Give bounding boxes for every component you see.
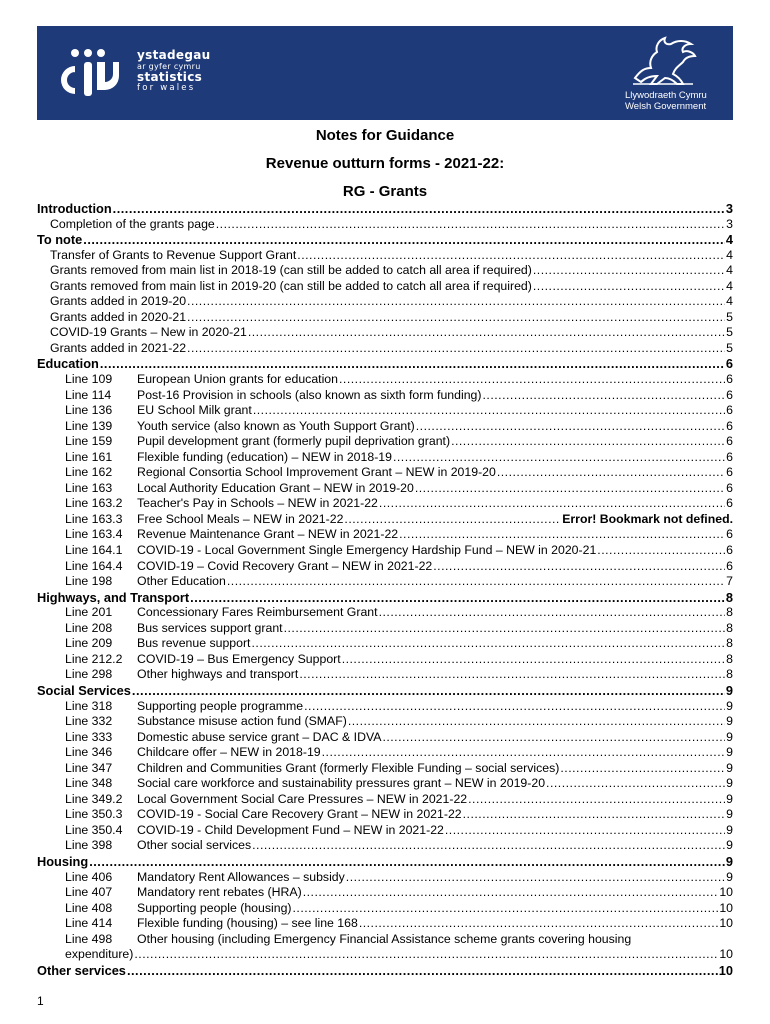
toc-page-number: 4 [726, 278, 733, 293]
toc-line-number: Line 163.4 [65, 527, 123, 542]
toc-line-number: Line 318 [65, 698, 113, 713]
toc-page-number: 4 [726, 294, 733, 309]
toc-leader-dots [297, 248, 725, 264]
toc-entry[interactable] [37, 543, 733, 559]
toc-entry[interactable] [37, 341, 733, 357]
toc-leader-dots [339, 372, 725, 388]
toc-entry-text: COVID-19 - Local Government Single Emergency Hardship Fund – NEW in 2020-21 [137, 543, 597, 558]
toc-leader-dots [100, 356, 725, 372]
toc-page-number: 6 [726, 434, 733, 449]
toc-entry-text: Local Authority Education Grant – NEW in 2019-20 [137, 480, 414, 495]
toc-entry[interactable] [37, 963, 733, 979]
toc-page-number: 10 [719, 900, 733, 915]
toc-leader-dots [304, 699, 725, 715]
toc-line-number: Line 350.3 [65, 807, 123, 822]
toc-entry-text: Regional Consortia School Improvement Grant – NEW in 2019-20 [137, 465, 496, 480]
toc-leader-dots [190, 590, 725, 606]
toc-entry-text: Flexible funding (education) – NEW in 2018-19 [137, 449, 392, 464]
toc-entry[interactable] [37, 885, 733, 901]
toc-entry-text: EU School Milk grant [137, 403, 252, 418]
toc-page-number: 9 [725, 853, 733, 869]
toc-entry[interactable] [37, 434, 733, 450]
toc-leader-dots [253, 403, 725, 419]
toc-entry[interactable] [37, 372, 733, 388]
toc-leader-dots [379, 496, 725, 512]
toc-page-number: 6 [726, 387, 733, 402]
toc-page-number: 9 [726, 838, 733, 853]
toc-entry-text: Flexible funding (housing) – see line 168 [137, 916, 358, 931]
toc-page-number: 9 [726, 760, 733, 775]
toc-entry[interactable] [37, 574, 733, 590]
toc-entry-text: Other housing (including Emergency Financial Assistance scheme grants covering housing [137, 931, 632, 946]
toc-page-number: 3 [725, 201, 733, 216]
toc-page-number: 8 [726, 651, 733, 666]
toc-entry[interactable] [37, 279, 733, 295]
toc-entry[interactable] [37, 403, 733, 419]
toc-line-number: Line 398 [65, 838, 113, 853]
toc-entry[interactable] [37, 699, 733, 715]
toc-page-number: 9 [726, 776, 733, 791]
toc-entry-text: Highways, and Transport [37, 589, 190, 605]
toc-line-number: Line 163.2 [65, 496, 123, 511]
toc-page-number: 9 [726, 869, 733, 884]
toc-page-number: 6 [726, 418, 733, 433]
toc-page-number: 9 [726, 698, 733, 713]
toc-entry-text: Children and Communities Grant (formerly Flexible Funding – social services) [137, 760, 560, 775]
toc-leader-dots [468, 792, 725, 808]
toc-entry[interactable] [37, 730, 733, 746]
toc-page-number: 9 [725, 682, 733, 698]
toc-leader-dots [284, 621, 726, 637]
toc-line-number: Line 347 [65, 760, 113, 775]
toc-leader-dots [463, 807, 726, 823]
toc-entry[interactable] [37, 823, 733, 839]
toc-line-number: Line 406 [65, 869, 113, 884]
toc-page-number: 7 [726, 574, 733, 589]
toc-line-number: Line 298 [65, 667, 113, 682]
toc-entry[interactable] [37, 838, 733, 854]
toc-entry-text: COVID-19 – Bus Emergency Support [137, 651, 341, 666]
toc-entry[interactable] [37, 901, 733, 917]
toc-leader-dots [533, 263, 725, 279]
toc-entry[interactable] [37, 325, 733, 341]
toc-entry-text: Youth service (also known as Youth Support Grant) [137, 418, 415, 433]
toc-leader-dots [293, 901, 719, 917]
toc-line-number: Line 350.4 [65, 822, 123, 837]
toc-line-number: Line 198 [65, 574, 113, 589]
toc-entry[interactable] [37, 870, 733, 886]
toc-leader-dots [251, 636, 725, 652]
toc-entry-text: Substance misuse action fund (SMAF) [137, 714, 347, 729]
toc-page-number: 5 [726, 309, 733, 324]
toc-entry-text: European Union grants for education [137, 372, 338, 387]
toc-entry[interactable] [37, 621, 733, 637]
toc-page-number: 9 [726, 822, 733, 837]
toc-entry[interactable] [37, 636, 733, 652]
toc-page-number: 9 [726, 807, 733, 822]
toc-line-number: Line 407 [65, 885, 113, 900]
toc-line-number: Line 498 [65, 931, 113, 946]
toc-entry-text: Pupil development grant (formerly pupil deprivation grant) [137, 434, 451, 449]
toc-leader-dots [344, 512, 561, 528]
toc-entry-text: Other highways and transport [137, 667, 299, 682]
toc-line-number: Line 163 [65, 480, 113, 495]
toc-page-number: 8 [725, 589, 733, 605]
toc-leader-dots [433, 559, 725, 575]
toc-leader-dots [89, 854, 725, 870]
toc-leader-dots [359, 916, 719, 932]
toc-line-number: Line 212.2 [65, 651, 123, 666]
toc-page-number: 4 [726, 263, 733, 278]
toc-entry[interactable] [37, 232, 733, 248]
doc-form-name: RG - Grants [342, 183, 428, 200]
toc-entry-text: Social care workforce and sustainability pressures grant – NEW in 2019-20 [137, 776, 546, 791]
toc-entry-text: Housing [37, 853, 89, 869]
toc-entry[interactable] [37, 792, 733, 808]
toc-page-number: 6 [725, 356, 733, 372]
toc-line-number: Line 159 [65, 434, 113, 449]
toc-leader-dots [533, 279, 725, 295]
toc-page-number: 8 [726, 605, 733, 620]
toc-page-number: 9 [726, 745, 733, 760]
toc-entry-text: Local Government Social Care Pressures – NEW in 2021-22 [137, 791, 468, 806]
toc-page-number: 10 [719, 885, 733, 900]
toc-page-number: 3 [726, 216, 733, 231]
toc-page-number: 6 [726, 543, 733, 558]
toc-page-number: 9 [726, 791, 733, 806]
toc-leader-dots [445, 823, 725, 839]
toc-leader-dots [393, 450, 725, 466]
toc-entry-text: Grants added in 2020-21 [50, 309, 187, 324]
toc-page-number: 6 [726, 372, 733, 387]
toc-leader-dots [482, 388, 725, 404]
toc-line-number: Line 201 [65, 605, 113, 620]
toc-entry[interactable] [37, 465, 733, 481]
toc-entry-text: COVID-19 – Covid Recovery Grant – NEW in 2021-22 [137, 558, 433, 573]
toc-entry-text: COVID-19 - Social Care Recovery Grant – NEW in 2021-22 [137, 807, 462, 822]
toc-line-number: Line 209 [65, 636, 113, 651]
toc-entry[interactable] [37, 310, 733, 326]
toc-entry[interactable] [37, 714, 733, 730]
toc-line-number: Line 333 [65, 729, 113, 744]
toc-entry-text: Concessionary Fares Reimbursement Grant [137, 605, 378, 620]
statistics-wales-wordmark [137, 50, 210, 94]
toc-line-number: Line 346 [65, 745, 113, 760]
toc-entry[interactable] [37, 481, 733, 497]
toc-page-number: 6 [726, 558, 733, 573]
toc-line-number: Line 162 [65, 465, 113, 480]
gov-line-2: Welsh Government [625, 101, 707, 112]
toc-entry-text: Mandatory Rent Allowances – subsidy [137, 869, 345, 884]
toc-leader-dots [83, 232, 725, 248]
toc-line-number: Line 114 [65, 387, 112, 402]
toc-line-number: Line 109 [65, 372, 113, 387]
toc-entry[interactable] [37, 947, 733, 963]
toc-line-number: Line 208 [65, 620, 113, 635]
toc-page-number: 6 [726, 465, 733, 480]
table-of-contents [37, 201, 733, 978]
stats-line-3: statistics [137, 70, 203, 84]
doc-title: Notes for Guidance [315, 127, 455, 144]
toc-entry-text: Other services [37, 962, 126, 978]
toc-leader-dots [416, 419, 725, 435]
toc-leader-dots [560, 761, 725, 777]
toc-leader-dots [342, 652, 725, 668]
toc-page-number: 9 [726, 729, 733, 744]
toc-entry[interactable] [37, 683, 733, 699]
toc-page-number: 4 [725, 232, 733, 248]
stats-line-2: ar gyfer cymru [137, 62, 201, 71]
toc-line-number: Line 136 [65, 403, 113, 418]
toc-line-number: Line 408 [65, 900, 113, 915]
toc-leader-dots [399, 527, 725, 543]
toc-leader-dots [134, 947, 718, 963]
toc-entry-text: Grants removed from main list in 2018-19 (can still be added to catch all area if required) [50, 263, 532, 278]
toc-entry-text: Teacher's Pay in Schools – NEW in 2021-22 [137, 496, 378, 511]
toc-leader-dots [216, 217, 725, 233]
toc-page-number: 6 [726, 403, 733, 418]
toc-entry-text: Post-16 Provision in schools (also known as sixth form funding) [137, 387, 482, 402]
gov-line-1: Llywodraeth Cymru [625, 90, 707, 101]
toc-entry-text: COVID-19 Grants – New in 2020-21 [50, 325, 247, 340]
toc-page-number: 9 [726, 714, 733, 729]
toc-entry[interactable] [37, 263, 733, 279]
toc-entry[interactable] [37, 527, 733, 543]
toc-entry[interactable] [37, 605, 733, 621]
toc-entry[interactable] [37, 248, 733, 264]
toc-entry[interactable] [37, 590, 733, 606]
toc-line-number: Line 332 [65, 714, 113, 729]
toc-entry[interactable] [37, 356, 733, 372]
toc-page-number: 5 [726, 340, 733, 355]
toc-entry-text: To note [37, 232, 83, 248]
toc-page-number: 5 [726, 325, 733, 340]
toc-entry-text-continued: expenditure) [65, 947, 134, 962]
toc-line-number: Line 414 [65, 916, 113, 931]
toc-leader-dots [546, 776, 725, 792]
header-banner [37, 26, 733, 120]
toc-entry-text: Grants added in 2019-20 [50, 294, 187, 309]
toc-page-number: 10 [719, 916, 733, 931]
toc-leader-dots [415, 481, 725, 497]
toc-entry-text: Revenue Maintenance Grant – NEW in 2021-22 [137, 527, 399, 542]
toc-page-number: 10 [718, 962, 733, 978]
toc-leader-dots [497, 465, 725, 481]
toc-entry[interactable] [37, 496, 733, 512]
toc-line-number: Line 161 [65, 449, 113, 464]
welsh-dragon-icon [627, 34, 699, 86]
toc-leader-dots [187, 294, 725, 310]
toc-line-number: Line 164.4 [65, 558, 123, 573]
toc-page-number: 8 [726, 636, 733, 651]
toc-entry-text: Bus services support grant [137, 620, 283, 635]
toc-line-number: Line 163.3 [65, 511, 123, 526]
toc-entry-text: Bus revenue support [137, 636, 251, 651]
toc-line-number: Line 164.1 [65, 543, 123, 558]
toc-leader-dots [113, 201, 725, 217]
toc-line-number: Line 349.2 [65, 791, 123, 806]
toc-entry-text: COVID-19 - Child Development Fund – NEW in 2021-22 [137, 822, 444, 837]
toc-leader-dots [322, 745, 726, 761]
toc-entry-text: Grants removed from main list in 2019-20 (can still be added to catch all area if required) [50, 278, 532, 293]
toc-leader-dots [127, 963, 718, 979]
toc-leader-dots [597, 543, 725, 559]
toc-entry[interactable] [37, 201, 733, 217]
toc-leader-dots [379, 605, 726, 621]
toc-page-number: 10 [719, 947, 733, 962]
toc-leader-dots [299, 667, 725, 683]
page-number: 1 [37, 994, 44, 1008]
toc-entry-text: Transfer of Grants to Revenue Support Grant [50, 247, 297, 262]
toc-entry[interactable] [37, 776, 733, 792]
toc-entry[interactable] [37, 916, 733, 932]
toc-page-number: 8 [726, 620, 733, 635]
toc-page-number: 6 [726, 480, 733, 495]
toc-entry-text: Completion of the grants page [50, 216, 215, 231]
toc-entry[interactable] [37, 854, 733, 870]
toc-entry-text: Social Services [37, 682, 131, 698]
toc-entry-text: Introduction [37, 201, 112, 216]
toc-page-number: 4 [726, 247, 733, 262]
toc-entry[interactable] [37, 217, 733, 233]
toc-line-number: Line 139 [65, 418, 113, 433]
stats-line-4: for wales [137, 83, 196, 93]
stats-line-1: ystadegau [137, 48, 211, 62]
toc-entry-text: Supporting people programme [137, 698, 304, 713]
toc-entry[interactable] [37, 294, 733, 310]
toc-entry-text: Grants added in 2021-22 [50, 340, 187, 355]
toc-page-number: 6 [726, 496, 733, 511]
toc-entry[interactable] [37, 807, 733, 823]
toc-leader-dots [382, 730, 725, 746]
toc-entry[interactable] [37, 652, 733, 668]
doc-subtitle: Revenue outturn forms - 2021-22: [265, 155, 505, 172]
toc-leader-dots [348, 714, 725, 730]
toc-leader-dots [187, 310, 725, 326]
toc-leader-dots [248, 325, 725, 341]
toc-page-number: 8 [726, 667, 733, 682]
toc-entry[interactable] [37, 512, 733, 528]
toc-page-number: 6 [726, 449, 733, 464]
toc-entry-text: Education [37, 356, 99, 372]
toc-entry-text: Supporting people (housing) [137, 900, 292, 915]
toc-entry[interactable] [37, 419, 733, 435]
toc-entry-text: Childcare offer – NEW in 2018-19 [137, 745, 321, 760]
toc-page-number: Error! Bookmark not defined. [562, 511, 733, 526]
toc-entry[interactable] [37, 667, 733, 683]
toc-entry[interactable] [37, 388, 733, 404]
toc-line-number: Line 348 [65, 776, 113, 791]
welsh-government-wordmark [625, 90, 707, 112]
toc-entry[interactable] [37, 450, 733, 466]
toc-entry[interactable] [37, 745, 733, 761]
toc-leader-dots [132, 683, 725, 699]
toc-leader-dots [346, 870, 725, 886]
toc-leader-dots [227, 574, 725, 590]
toc-page-number: 6 [726, 527, 733, 542]
toc-entry[interactable] [37, 761, 733, 777]
toc-entry-text: Other social services [137, 838, 252, 853]
toc-entry[interactable] [37, 932, 733, 948]
toc-leader-dots [187, 341, 725, 357]
toc-entry-text: Domestic abuse service grant – DAC & IDVA [137, 729, 382, 744]
statistics-wales-logo-icon [57, 48, 119, 100]
toc-entry-text: Free School Meals – NEW in 2021-22 [137, 511, 344, 526]
toc-leader-dots [451, 434, 725, 450]
toc-entry-text: Other Education [137, 574, 226, 589]
toc-entry-text: Mandatory rent rebates (HRA) [137, 885, 302, 900]
toc-leader-dots [303, 885, 719, 901]
toc-leader-dots [252, 838, 725, 854]
toc-entry[interactable] [37, 559, 733, 575]
